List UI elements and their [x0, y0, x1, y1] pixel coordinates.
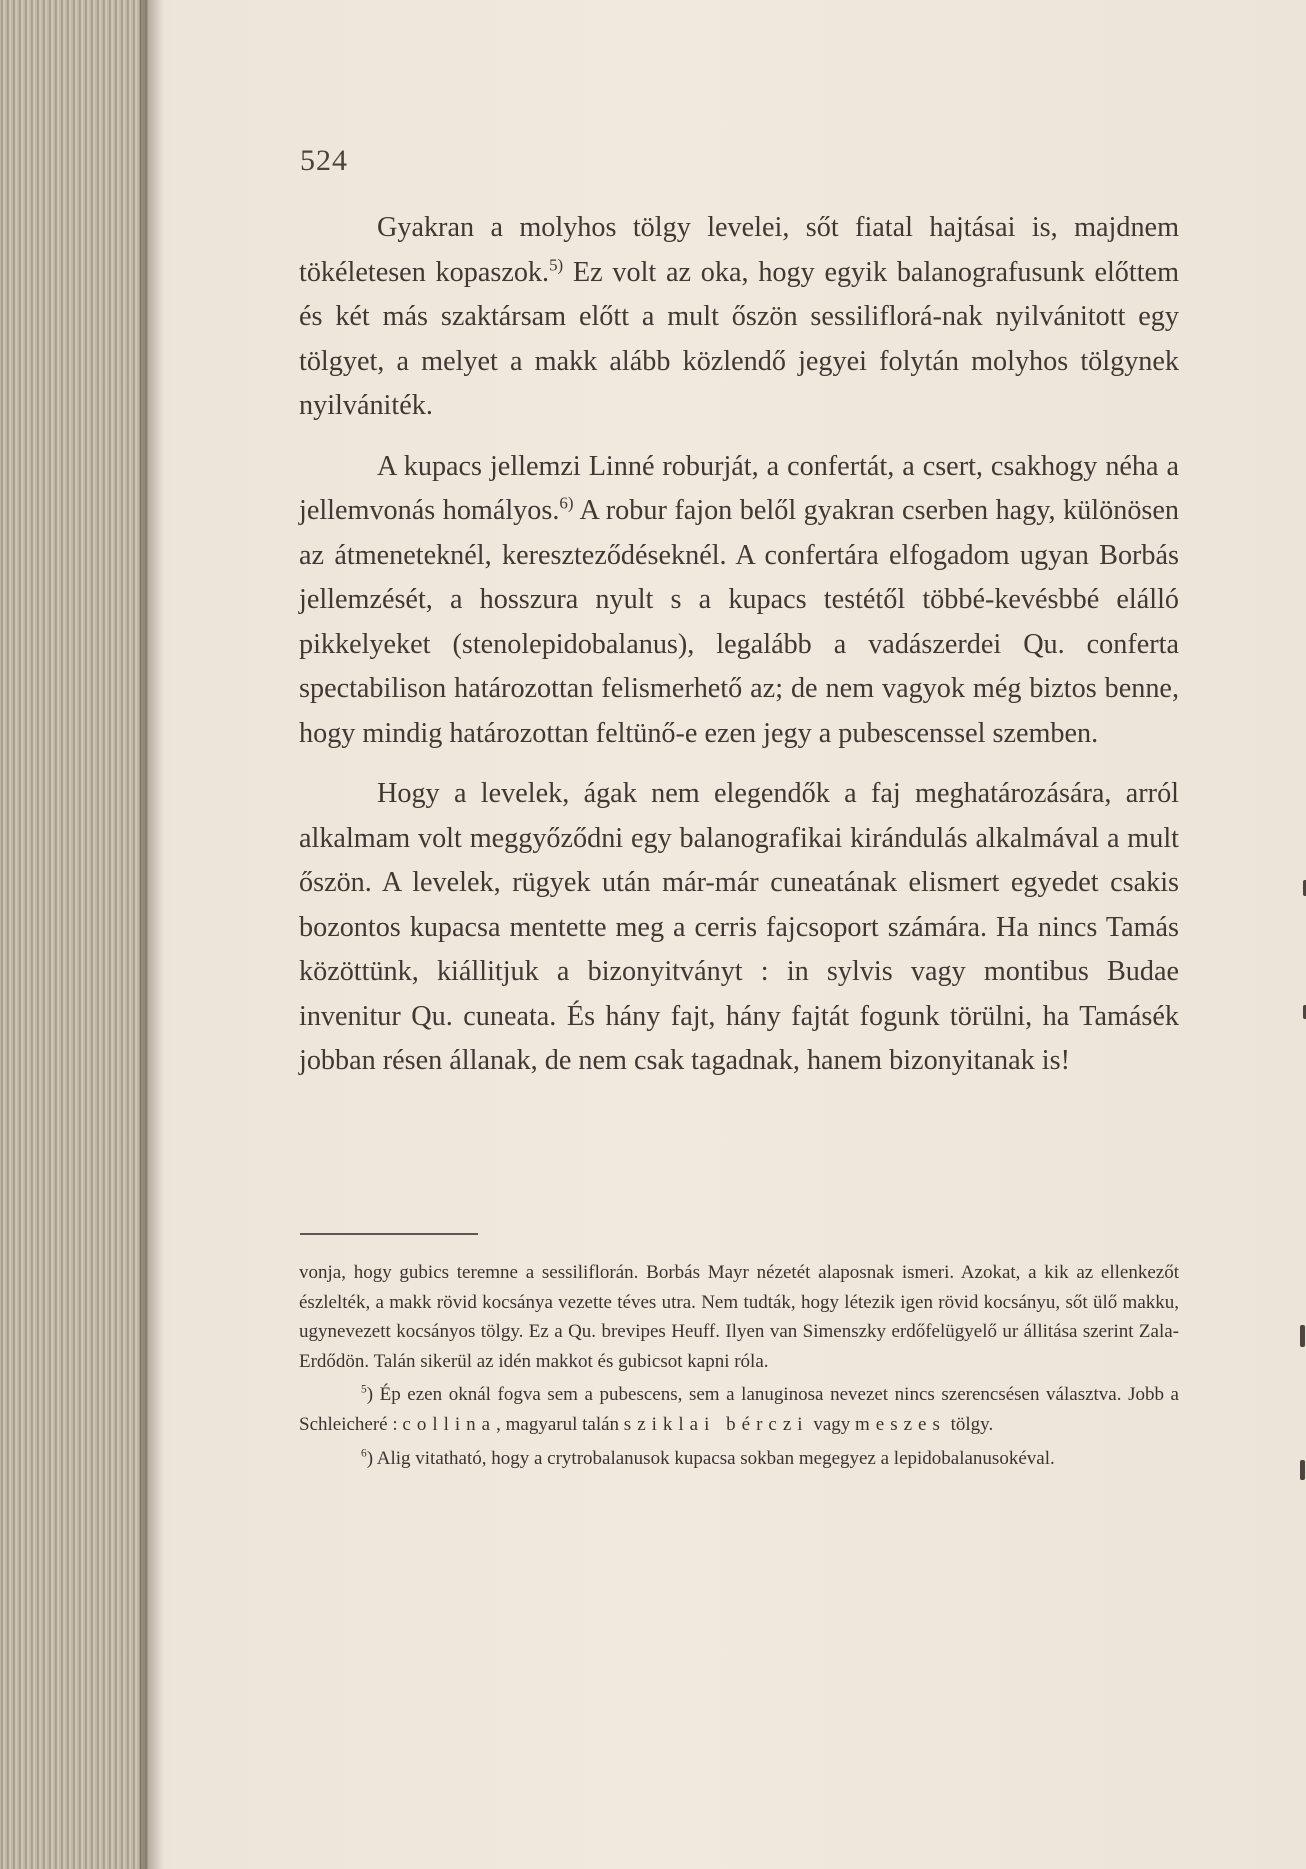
footnote-6-mark: 6 — [361, 1447, 367, 1460]
footnotes — [299, 1258, 1179, 1477]
paragraph-1 — [299, 206, 1179, 429]
footnote-5-text-b: , magyarul talán — [496, 1413, 624, 1435]
footnote-5-spaced-collina: collina — [402, 1413, 497, 1435]
main-text-body — [299, 206, 1179, 1100]
gutter-shadow — [140, 0, 164, 1869]
paragraph-1-text-a: Gyakran a molyhos tölgy levelei, sőt fiatal hajtásai is, majdnem tökéletesen kopaszok. — [299, 212, 1179, 288]
footnote-5-text-d: tölgy. — [945, 1413, 994, 1435]
footnote-5 — [299, 1380, 1179, 1439]
paragraph-2 — [299, 445, 1179, 757]
footnote-5-mark: 5 — [361, 1384, 367, 1397]
footnote-separator — [300, 1233, 478, 1235]
footnote-5-text-a: ) Ép ezen oknál fogva sem a pubescens, sem a lanuginosa nevezet nincs szerencsésen választva. Jobb a Schleicheré : — [299, 1384, 1179, 1435]
page-number: 524 — [300, 144, 348, 177]
footnote-ref-6: 6) — [559, 493, 574, 513]
footnote-5-text-c: vagy — [808, 1413, 855, 1435]
footnote-6-text: ) Alig vitatható, hogy a crytrobalanusok kupacsa sokban megegyez a lepidobalanusokéval. — [366, 1447, 1055, 1469]
footnote-5-spaced-meszes: meszes — [855, 1413, 946, 1435]
margin-mark — [1300, 1460, 1305, 1480]
paragraph-2-text-b: A robur fajon belől gyakran cserben hagy, különösen az átmeneteknél, kereszteződéseknél. A confertára elfogadom ugyan Borbás jellemzését, a hosszura nyult s a kupacs testétől többé-kevésbbé elálló pikkelyeket (stenolepidobalanus), legalább a vadászerdei Qu. conferta spectabilison határozottan felismerhető az; de nem vagyok még biztos benne, hogy mindig határozottan feltünő-e ezen jegy a pubescenssel szemben. — [299, 495, 1179, 749]
footnote-ref-5: 5) — [549, 255, 564, 275]
paragraph-3-text: Hogy a levelek, ágak nem elegendők a faj meghatározására, arról alkalmam volt meggyőződni egy balanografikai kirándulás alkalmával a mult őszön. A levelek, rügyek után már-már cuneatának elismert egyedet csakis bozontos kupacsa mentette meg a cerris fajcsoport számára. Ha nincs Tamás közöttünk, kiállitjuk a bizonyitványt : in sylvis vagy montibus Budae invenitur Qu. cuneata. És hány fajt, hány fajtát fogunk törülni, ha Tamásék jobban résen állanak, de nem csak tagadnak, hanem bizonyitanak is! — [299, 778, 1179, 1076]
footnote-6 — [299, 1444, 1179, 1474]
footnote-continuation: vonja, hogy gubics teremne a sessiliflorán. Borbás Mayr nézetét alaposnak ismeri. Azokat, a kik az ellenkezőt észlelték, a makk rövid kocsánya vezette téves utra. Nem tudták, hogy létezik igen rövid kocsányu, sőt ülő makku, ugynevezett kocsányos tölgy. Ez a Qu. brevipes Heuff. Ilyen van Simenszky erdőfelügyelő ur állitása szerint Zala-Erdődön. Talán sikerül az idén makkot és gubicsot kapni róla. — [299, 1262, 1179, 1372]
paragraph-1-text-b: Ez volt az oka, hogy egyik balanografusunk előttem és két más szaktársam előtt a mult őszön sessiliflorá-nak nyilvánitott egy tölgyet, a melyet a makk alább közlendő jegyei folytán molyhos tölgynek nyilvániték. — [299, 256, 1179, 421]
paragraph-2-text-a: A kupacs jellemzi Linné roburját, a confertát, a csert, csakhogy néha a jellemvonás homályos. — [299, 450, 1179, 526]
book-spine-edge — [0, 0, 148, 1869]
margin-mark — [1300, 1325, 1305, 1347]
paragraph-3 — [299, 772, 1179, 1084]
footnote-5-spaced-sziklai: sziklai bérczi — [623, 1413, 809, 1435]
